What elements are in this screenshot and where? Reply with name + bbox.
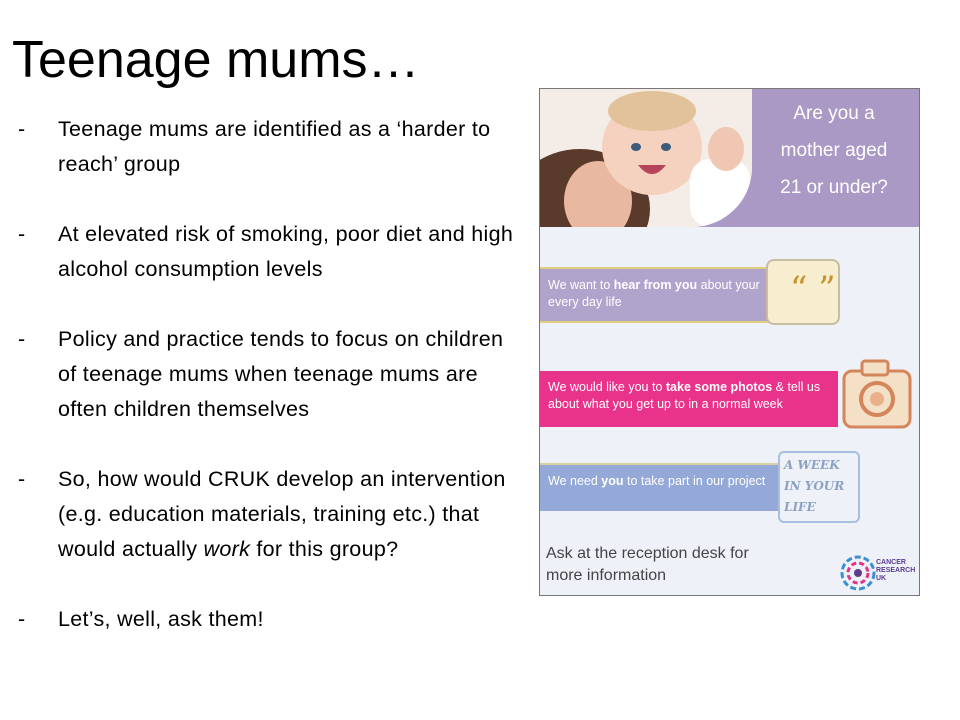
band-text: to take part in our project	[623, 474, 766, 488]
band-text-bold: take some photos	[665, 380, 773, 394]
slide-title: Teenage mums…	[12, 31, 420, 89]
band-text: We want to	[548, 278, 614, 292]
bullet-text: Policy and practice tends to focus on children of teenage mums when teenage mums are often children themselves	[58, 327, 504, 421]
band-text: We would like you to	[548, 380, 666, 394]
band-take-part	[540, 463, 780, 511]
headline-line: 21 or under?	[780, 177, 888, 198]
week-in-your-life-badge	[778, 451, 860, 523]
band-hear-from-you	[540, 267, 800, 323]
bullet-dash: -	[18, 117, 26, 141]
bullet-item	[18, 217, 518, 287]
mother-baby-illustration	[540, 89, 752, 227]
bullet-list	[18, 112, 518, 637]
bullet-text: Teenage mums are identified as a ‘harder to reach’ group	[58, 117, 491, 176]
bullet-text: Let’s, well, ask them!	[58, 607, 264, 631]
logo-line: UK	[876, 575, 887, 582]
bullet-text: At elevated risk of smoking, poor diet and high alcohol consumption levels	[58, 222, 514, 281]
quote-bubble	[766, 259, 840, 325]
band-text: about your every day life	[548, 278, 760, 309]
logo-line: CANCER	[876, 559, 906, 566]
headline-line: Are you a	[793, 103, 875, 124]
logo-wordmark	[876, 559, 915, 583]
logo-line: RESEARCH	[876, 567, 916, 574]
band-take-photos	[540, 371, 838, 427]
bullet-dash: -	[18, 467, 26, 491]
bullet-dash: -	[18, 607, 26, 631]
bullet-item	[18, 462, 518, 567]
badge-line: LIFE	[784, 500, 816, 514]
bullet-text-pre: So, how would CRUK develop an intervention (e.g. education materials, training etc.) that would actually	[58, 467, 506, 561]
bullet-item	[18, 112, 518, 182]
bullet-text-emphasis: work	[203, 537, 251, 561]
bullet-dash: -	[18, 222, 26, 246]
badge-line: IN YOUR	[784, 479, 845, 493]
bullet-text-post: for this group?	[250, 537, 399, 561]
recruitment-poster	[539, 88, 920, 596]
band-text: We need	[548, 474, 602, 488]
headline-line: mother aged	[780, 140, 888, 161]
camera-icon	[840, 353, 914, 433]
mother-baby-photo	[540, 89, 752, 227]
band-text-bold: hear from you	[613, 278, 698, 292]
band-text: & tell us about what you get up to in a normal week	[548, 380, 821, 411]
poster-headline	[759, 95, 909, 206]
bullet-item	[18, 322, 518, 427]
band-text-bold: you	[601, 474, 624, 488]
bullet-item	[18, 602, 518, 637]
badge-line: A WEEK	[784, 458, 840, 472]
quote-icon: “ ”	[790, 269, 836, 309]
bullet-dash: -	[18, 327, 26, 351]
reception-desk-note: Ask at the reception desk for more information	[546, 545, 749, 584]
